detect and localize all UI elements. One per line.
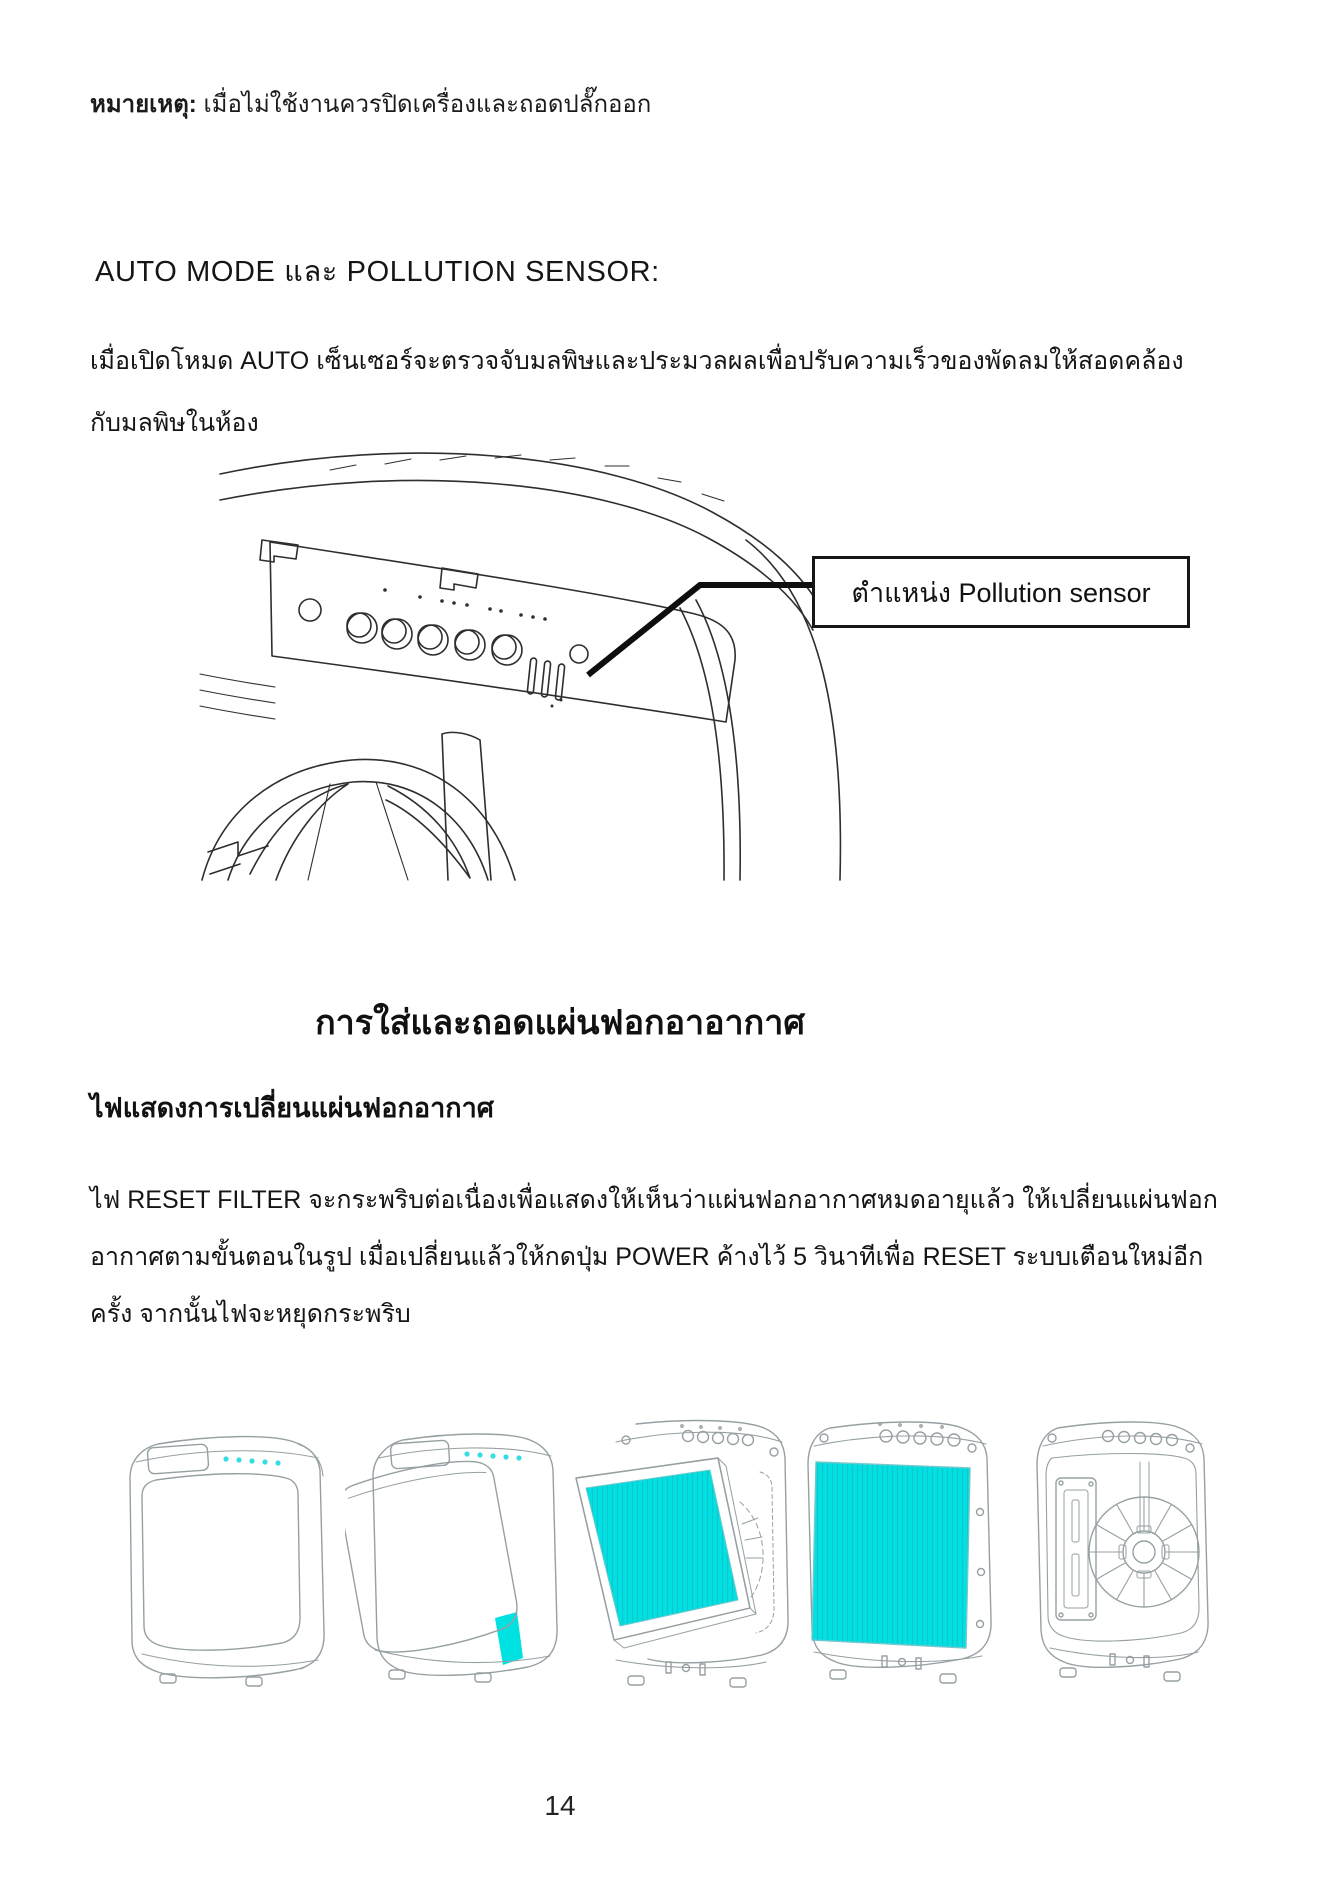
figure-step-front-panel-removal [345,1422,570,1697]
paragraph-line: อากาศตามขั้นตอนในรูป เมื่อเปลี่ยนแล้วให้กดปุ่ม POWER ค้างไว้ 5 วินาทีเพื่อ RESET ระบบเตือนใหม่อีก [90,1243,1204,1271]
paragraph-line: ครั้ง จากนั้นไฟจะหยุดกระพริบ [90,1300,411,1328]
filter-panel [812,1462,970,1648]
pollution-sensor-slots [527,658,565,708]
control-knobs-row [681,1425,754,1446]
pollution-sensor-callout: ตำแหน่ง Pollution sensor [812,556,1190,628]
note-text: เมื่อไม่ใช้งานควรปิดเครื่องและถอดปลั๊กออก [196,91,652,118]
filter-panel [576,1458,756,1648]
fan-icon [202,759,515,880]
paragraph-line: กับมลพิษในห้อง [90,409,259,437]
section2-heading: การใส่และถอดแผ่นฟอกอาอากาศ [315,1004,805,1042]
filter-edge-visible [495,1612,523,1665]
fan-icon [1089,1462,1199,1607]
tilted-front-panel [345,1455,522,1659]
filter-indicator-leds [464,1451,521,1460]
section2-subheading: ไฟแสดงการเปลี่ยนแผ่นฟอกอากาศ [90,1093,494,1123]
figure-step-filter-tilt-out [570,1412,795,1704]
filter-indicator-leds [223,1456,280,1465]
paragraph-line: ไฟ RESET FILTER จะกระพริบต่อเนื่องเพื่อแสดงให้เห็นว่าแผ่นฟอกอากาศหมดอายุแล้ว ให้เปลี่ยนแผ่นฟอก [90,1186,1218,1214]
figure-step-unit-closed [122,1422,337,1697]
figure-pollution-sensor-location [180,422,1220,882]
top-panel-line-drawing [200,453,840,880]
control-knobs-row [1103,1431,1178,1446]
section1-heading: AUTO MODE และ POLLUTION SENSOR: [95,256,660,288]
note-line [90,84,651,123]
side-plate [1056,1478,1096,1620]
page-number: 14 [544,1790,576,1821]
panel-indicator-dots [383,588,547,621]
paragraph-line: เมื่อเปิดโหมด AUTO เซ็นเซอร์จะตรวจจับมลพิษและประมวลผลเพื่อปรับความเร็วของพัดลมให้สอดคล้อง [90,347,1184,375]
figure-step-filter-installed [790,1412,1010,1700]
note-label: หมายเหตุ: [90,91,197,118]
figure-step-fan-exposed [1022,1412,1222,1700]
section2-paragraph [90,1172,1218,1343]
control-knobs-row [879,1423,960,1446]
